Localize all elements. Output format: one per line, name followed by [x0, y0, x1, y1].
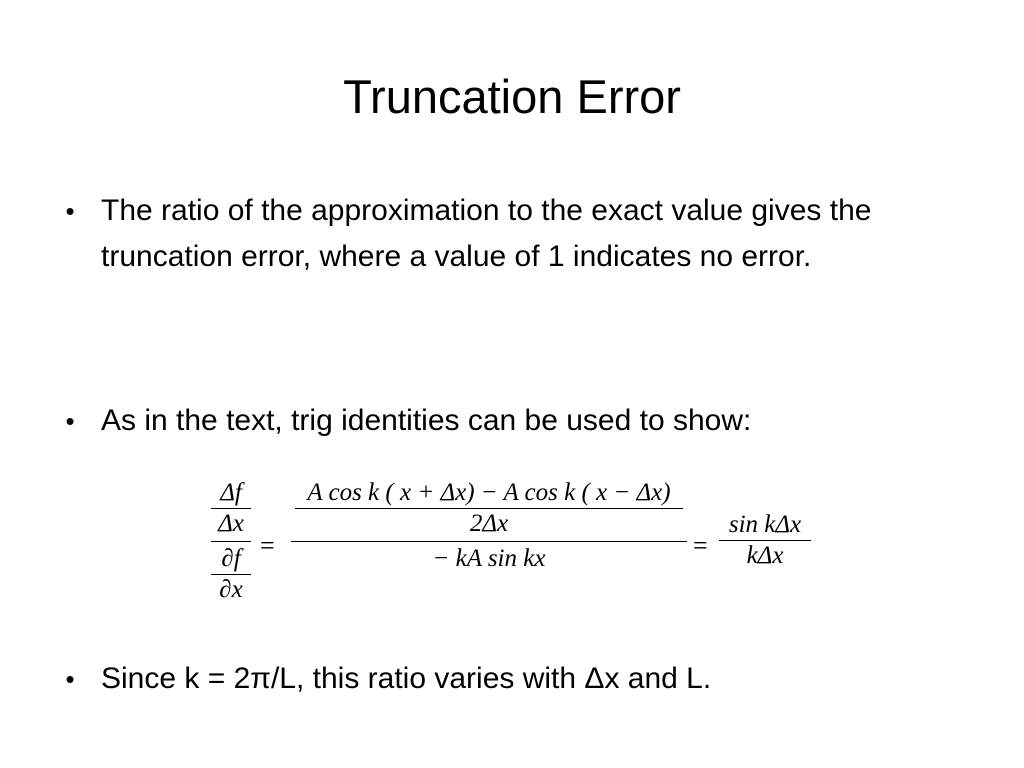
lhs-top-fraction — [211, 478, 251, 539]
equals-sign: = — [260, 531, 275, 560]
bullet-icon: • — [65, 196, 75, 226]
equals-sign: = — [693, 531, 708, 560]
middle-numerator-numerator: A cos k ( x + Δx) − A cos k ( x − Δx) — [307, 479, 671, 506]
bullet-icon: • — [65, 406, 75, 436]
main-fraction-bar — [211, 541, 251, 542]
lhs-bottom-numerator: ∂f — [221, 545, 241, 572]
bullet-item — [60, 656, 1001, 702]
bullet-icon: • — [65, 664, 75, 694]
rhs-fraction — [719, 510, 811, 571]
lhs-bottom-denominator: ∂x — [219, 576, 243, 603]
bullet-text: The ratio of the approximation to the exact value gives the truncation error, where a value of 1 indicates no error. — [101, 194, 872, 273]
lhs-fraction — [211, 478, 251, 605]
bullet-item — [60, 188, 960, 280]
lhs-top-denominator: Δx — [218, 510, 244, 537]
middle-fraction — [291, 478, 687, 574]
truncation-equation — [205, 476, 825, 626]
bullet-item — [60, 398, 1001, 444]
rhs-denominator: kΔx — [746, 542, 784, 569]
slide-title: Truncation Error — [343, 70, 681, 123]
middle-numerator-denominator: 2Δx — [469, 510, 509, 537]
lhs-top-numerator: Δf — [220, 479, 242, 506]
middle-denominator: − kA sin kx — [432, 545, 546, 572]
lhs-bottom-fraction — [211, 544, 251, 605]
bullet-text: Since k = 2π/L, this ratio varies with Δx and L. — [101, 662, 712, 695]
main-fraction-bar — [291, 541, 687, 542]
bullet-text: As in the text, trig identities can be used to show: — [101, 404, 752, 437]
rhs-numerator: sin kΔx — [728, 511, 802, 538]
